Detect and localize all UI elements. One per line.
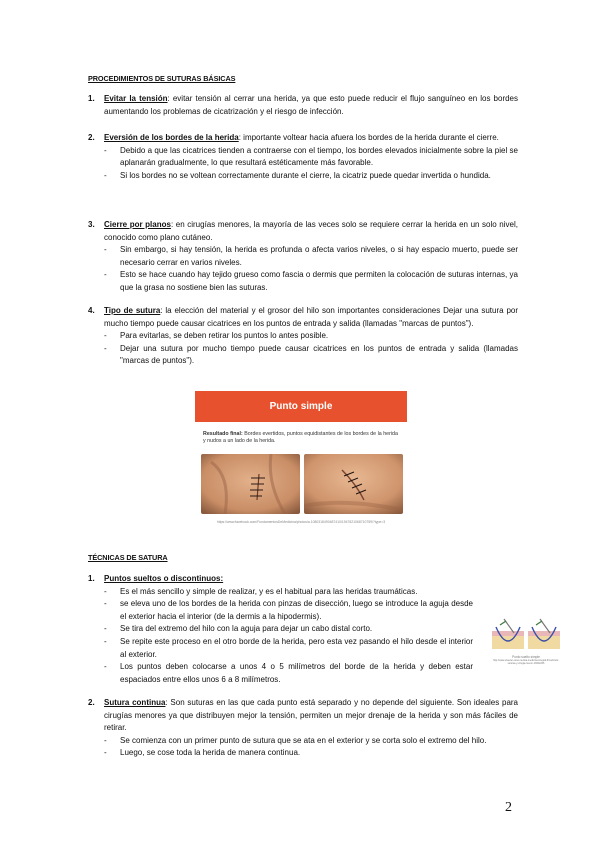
- list-number: 4.: [88, 306, 95, 315]
- list-item-1: [88, 93, 518, 118]
- technique-item-2: [88, 697, 518, 760]
- caption-text: Bordes evertidos, puntos equidistantes de los bordes de la herida y nudos a un lado de la herida.: [203, 431, 398, 444]
- figure-banner: Punto simple: [195, 391, 407, 422]
- bullet-item: - Sin embargo, si hay tensión, la herida es profunda o afecta varios niveles, o si hay espacio muerto, puede ser necesario cerrar en varios niveles.: [88, 244, 518, 269]
- bullet-item: - Luego, se cose toda la herida de manera continua.: [88, 747, 518, 760]
- list-item-2: [88, 132, 518, 182]
- item-term: Eversión de los bordes de la herida: [104, 133, 239, 142]
- item-term: Tipo de sutura: [104, 306, 161, 315]
- list-number: 1.: [88, 574, 95, 583]
- bullet-item: - Esto se hace cuando hay tejido grueso como fascia o dermis que permiten la colocación de suturas internas, ya que la grasa no sostiene bien las suturas.: [88, 269, 518, 294]
- list-item-4: [88, 305, 518, 368]
- section-title-tecnicas: TÉCNICAS DE SATURA: [88, 553, 168, 562]
- item-term: Puntos sueltos o discontinuos:: [104, 574, 224, 583]
- bullet-item: - Se comienza con un primer punto de sutura que se ata en el exterior y se corta solo el extremo del hilo.: [88, 735, 518, 748]
- bullet-item: - Para evitarlas, se deben retirar los puntos lo antes posible.: [88, 330, 518, 343]
- list-number: 2.: [88, 698, 95, 707]
- list-number: 2.: [88, 133, 95, 142]
- suture-photo-right: [304, 454, 403, 514]
- list-item-3: [88, 219, 518, 295]
- item-text: : importante voltear hacia afuera los bordes de la herida durante el cierre.: [238, 133, 499, 142]
- item-term: Evitar la tensión: [104, 94, 168, 103]
- caption-label: Resultado final:: [203, 431, 243, 437]
- side-figure-caption: [490, 655, 562, 665]
- bullet-item: - Se repite este proceso en el otro borde de la herida, pero esta vez pasando el hilo desde el interior al exterior.: [88, 636, 473, 661]
- item-term: Sutura continua: [104, 698, 166, 707]
- list-number: 1.: [88, 94, 95, 103]
- bullet-item: - Los puntos deben colocarse a unos 4 o 5 milímetros del borde de la herida y deben estar espaciados entre ellos unos 6 a 8 milímetros.: [88, 661, 473, 686]
- technique-item-1: [88, 573, 473, 686]
- item-text: : evitar tensión al cerrar una herida, ya que esto puede reducir el flujo sanguíneo en los bordes aumentando los problemas de cicatrización y el riesgo de infección.: [104, 94, 519, 116]
- item-text: : la elección del material y el grosor del hilo son importantes consideraciones Dejar una sutura por mucho tiempo puede causar cicatrices en los puntos de entrada y salida (llamadas "marcas de puntos").: [104, 306, 519, 328]
- suture-photo-left: [201, 454, 300, 514]
- item-text: : Son suturas en las que cada punto está separado y no depende del siguiente. Son ideales para cirugías menores ya que distribuyen mejor la tensión, permiten un mejor drenaje de la herida y son más fáciles de retirar.: [104, 698, 519, 733]
- item-term: Cierre por planos: [104, 220, 171, 229]
- bullet-item: - Es el más sencillo y simple de realizar, y es el habitual para las heridas traumáticas.: [88, 586, 473, 599]
- list-number: 3.: [88, 220, 95, 229]
- bullet-item: - se eleva uno de los bordes de la herida con pinzas de disección, luego se introduce la aguja desde el exterior hacia el interior (de la dermis a la hipodermis).: [88, 598, 473, 623]
- page-number: 2: [505, 800, 512, 815]
- punto-suelto-illustration: [490, 617, 562, 665]
- item-text: : en cirugías menores, la mayoría de las veces solo se requiere cerrar la herida en un solo nivel, conocido como plano cutáneo.: [104, 220, 518, 242]
- side-caption-title: Punto suelto simple: [512, 655, 540, 659]
- section-title-procedimientos: PROCEDIMIENTOS DE SUTURAS BÁSICAS: [88, 74, 236, 83]
- bullet-item: - Dejar una sutura por mucho tiempo puede causar cicatrices en los puntos de entrada y salida (llamadas "marcas de puntos").: [88, 343, 518, 368]
- bullet-item: - Si los bordes no se voltean correctamente durante el cierre, la cicatriz puede quedar invertida o hundida.: [88, 170, 518, 183]
- bullet-item: - Debido a que las cicatrices tienden a contraerse con el tiempo, los bordes elevados inicialmente sobre la piel se aplanarán gradualmente, lo que resultará estéticamente más favorable.: [88, 145, 518, 170]
- figure-caption: [203, 431, 399, 445]
- side-caption-source: http://www.elsevier.es/es-revista-medicina-integral-63-articulo-suturas-y-cirugia-menor-13022236: [493, 659, 559, 666]
- punto-simple-figure: [195, 391, 407, 531]
- bullet-item: - Se tira del extremo del hilo con la aguja para dejar un cabo distal corto.: [88, 623, 473, 636]
- figure-source-url: https://www.facebook.com/FundamentosDeMedicina/photos/a.1080318490487410/1947621068710759/?type=3: [216, 520, 386, 524]
